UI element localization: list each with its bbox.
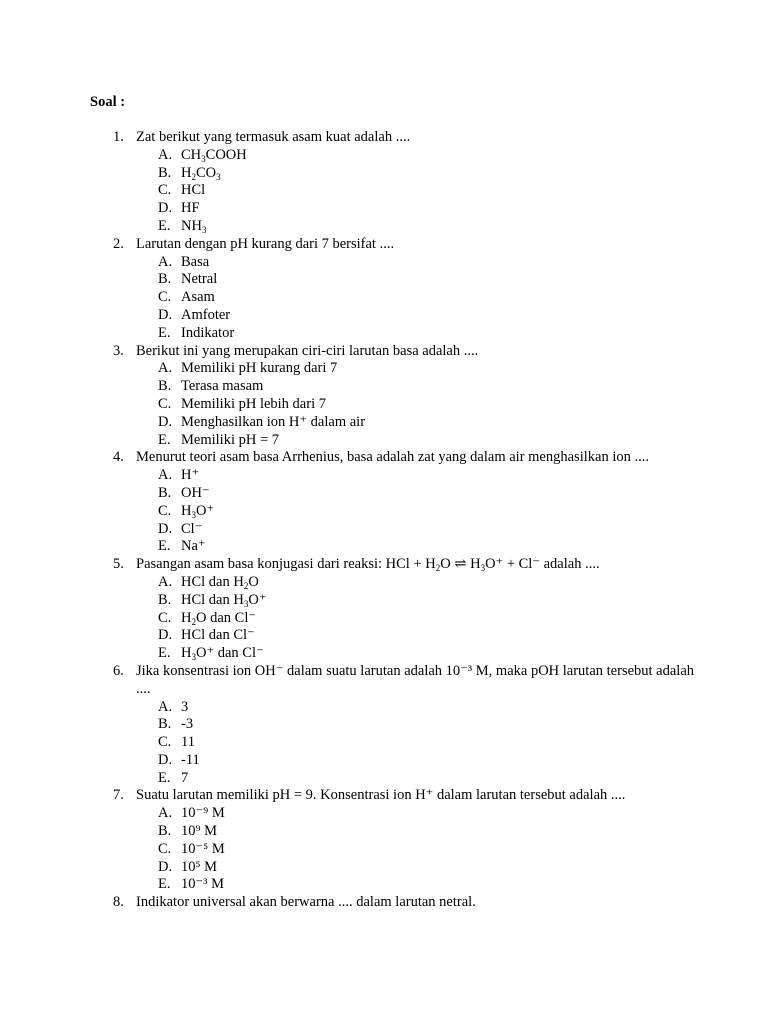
answer-option bbox=[0, 432, 768, 450]
option-text: 10⁹ M bbox=[181, 823, 218, 840]
answer-option bbox=[0, 467, 768, 485]
answer-option bbox=[0, 734, 768, 752]
question-item bbox=[0, 556, 768, 663]
question-item bbox=[0, 894, 768, 912]
option-letter: E. bbox=[158, 538, 171, 555]
option-text: $H_3O^+$ dan Cl⁻ bbox=[181, 645, 264, 663]
option-text: 10⁻⁵ M bbox=[181, 840, 225, 857]
answer-option bbox=[0, 770, 768, 788]
option-letter: B. bbox=[158, 484, 172, 501]
option-letter: D. bbox=[158, 413, 173, 430]
answer-option bbox=[0, 859, 768, 877]
option-letter: A. bbox=[158, 698, 173, 715]
option-text: Terasa masam bbox=[181, 378, 264, 395]
option-text: Netral bbox=[181, 271, 218, 288]
option-letter: A. bbox=[158, 805, 173, 822]
option-text: HCl bbox=[181, 182, 206, 199]
option-text: 10⁻⁹ M bbox=[181, 805, 225, 822]
option-text: Cl⁻ bbox=[181, 520, 203, 537]
answer-option bbox=[0, 254, 768, 272]
answer-option bbox=[0, 414, 768, 432]
answer-option bbox=[0, 200, 768, 218]
answer-option bbox=[0, 307, 768, 325]
question-text: Suatu larutan memiliki pH = 9. Konsentrasi ion H⁺ dalam larutan tersebut adalah .... bbox=[136, 787, 626, 804]
option-letter: B. bbox=[158, 823, 172, 840]
option-letter: E. bbox=[158, 217, 171, 234]
option-text: 3 bbox=[181, 698, 189, 715]
answer-option bbox=[0, 289, 768, 307]
option-text: Memiliki pH kurang dari 7 bbox=[181, 360, 338, 377]
option-list bbox=[136, 254, 768, 343]
question-number: 7. bbox=[113, 787, 124, 804]
question-list bbox=[0, 129, 768, 912]
question-number: 3. bbox=[113, 342, 124, 359]
question-number: 2. bbox=[113, 235, 124, 252]
option-text: Asam bbox=[181, 289, 215, 306]
option-text: Basa bbox=[181, 253, 210, 270]
answer-option bbox=[0, 805, 768, 823]
option-text: Na⁺ bbox=[181, 538, 206, 555]
option-list bbox=[136, 699, 768, 788]
option-letter: E. bbox=[158, 876, 171, 893]
option-letter: B. bbox=[158, 271, 172, 288]
option-list bbox=[136, 805, 768, 894]
option-letter: C. bbox=[158, 609, 172, 626]
answer-option bbox=[0, 823, 768, 841]
subscript: 3 bbox=[191, 509, 196, 520]
answer-option bbox=[0, 699, 768, 717]
answer-option bbox=[0, 218, 768, 236]
answer-option bbox=[0, 503, 768, 521]
option-text: HF bbox=[181, 200, 200, 217]
subscript: 3 bbox=[243, 598, 249, 609]
answer-option bbox=[0, 752, 768, 770]
subscript: 3 bbox=[480, 563, 486, 574]
option-letter: E. bbox=[158, 645, 171, 662]
answer-option bbox=[0, 627, 768, 645]
option-letter: D. bbox=[158, 858, 173, 875]
question-text: Menurut teori asam basa Arrhenius, basa adalah zat yang dalam air menghasilkan ion .... bbox=[136, 449, 649, 466]
option-text: $CH_3COOH$ bbox=[181, 146, 247, 164]
question-text: Jika konsentrasi ion OH⁻ dalam suatu larutan adalah 10⁻³ M, maka pOH larutan tersebut adalah .... bbox=[136, 662, 695, 697]
question-item bbox=[0, 129, 768, 236]
option-text: OH⁻ bbox=[181, 484, 210, 501]
option-list bbox=[136, 360, 768, 449]
option-text: -3 bbox=[181, 716, 194, 733]
option-letter: E. bbox=[158, 769, 171, 786]
option-letter: A. bbox=[158, 573, 173, 590]
option-letter: A. bbox=[158, 467, 173, 484]
option-text: 7 bbox=[181, 769, 189, 786]
option-text: 10⁵ M bbox=[181, 858, 218, 875]
question-item bbox=[0, 343, 768, 450]
option-list bbox=[136, 467, 768, 556]
option-text: -11 bbox=[181, 751, 200, 768]
question-text: Berikut ini yang merupakan ciri-ciri larutan basa adalah .... bbox=[136, 342, 479, 359]
option-letter: B. bbox=[158, 591, 172, 608]
option-letter: E. bbox=[158, 431, 171, 448]
subscript: 2 bbox=[435, 563, 441, 574]
option-letter: A. bbox=[158, 253, 173, 270]
answer-option bbox=[0, 610, 768, 628]
subscript: 3 bbox=[216, 171, 221, 182]
option-text: $H_2O$ dan Cl⁻ bbox=[181, 609, 256, 627]
option-text: $H_3O^+$ bbox=[181, 502, 215, 520]
question-item bbox=[0, 663, 768, 788]
answer-option bbox=[0, 325, 768, 343]
option-text: Indikator bbox=[181, 324, 235, 341]
answer-option bbox=[0, 538, 768, 556]
question-item bbox=[0, 787, 768, 894]
option-list bbox=[136, 574, 768, 663]
answer-option bbox=[0, 378, 768, 396]
option-letter: C. bbox=[158, 502, 172, 519]
option-letter: D. bbox=[158, 627, 173, 644]
option-text: $H_2CO_3$ bbox=[181, 164, 221, 182]
option-letter: D. bbox=[158, 200, 173, 217]
option-letter: C. bbox=[158, 840, 172, 857]
answer-option bbox=[0, 396, 768, 414]
option-letter: C. bbox=[158, 182, 172, 199]
option-text: 11 bbox=[181, 734, 195, 751]
question-text: Larutan dengan pH kurang dari 7 bersifat .... bbox=[136, 235, 395, 252]
option-text: Amfoter bbox=[181, 306, 231, 323]
question-text: Indikator universal akan berwarna .... dalam larutan netral. bbox=[136, 894, 476, 911]
option-text: HCl dan $H_2O$ bbox=[181, 573, 259, 591]
subscript: 3 bbox=[201, 153, 206, 164]
answer-option bbox=[0, 574, 768, 592]
answer-option bbox=[0, 147, 768, 165]
question-text: Zat berikut yang termasuk asam kuat adalah .... bbox=[136, 129, 411, 145]
subscript: 2 bbox=[191, 171, 196, 182]
subscript: 2 bbox=[243, 580, 249, 591]
option-letter: C. bbox=[158, 395, 172, 412]
option-letter: B. bbox=[158, 164, 172, 181]
question-number: 1. bbox=[113, 129, 124, 145]
subscript: 3 bbox=[191, 652, 196, 663]
option-letter: D. bbox=[158, 751, 173, 768]
question-number: 4. bbox=[113, 449, 124, 466]
option-letter: B. bbox=[158, 716, 172, 733]
option-text: H⁺ bbox=[181, 467, 200, 484]
option-letter: D. bbox=[158, 306, 173, 323]
answer-option bbox=[0, 165, 768, 183]
heading: Soal : bbox=[90, 94, 126, 110]
answer-option bbox=[0, 716, 768, 734]
answer-option bbox=[0, 876, 768, 894]
answer-option bbox=[0, 841, 768, 859]
question-item bbox=[0, 449, 768, 556]
option-letter: C. bbox=[158, 734, 172, 751]
option-letter: C. bbox=[158, 289, 172, 306]
option-letter: D. bbox=[158, 520, 173, 537]
option-text: HCl dan Cl⁻ bbox=[181, 627, 255, 644]
option-text: HCl dan $H_3O^+$ bbox=[181, 591, 267, 609]
subscript: 3 bbox=[201, 224, 207, 235]
option-text: $NH_3$ bbox=[181, 217, 207, 235]
answer-option bbox=[0, 645, 768, 663]
option-letter: A. bbox=[158, 360, 173, 377]
answer-option bbox=[0, 521, 768, 539]
question-number: 8. bbox=[113, 894, 124, 911]
option-text: Memiliki pH = 7 bbox=[181, 431, 279, 448]
question-number: 6. bbox=[113, 662, 124, 679]
option-text: Menghasilkan ion H⁺ dalam air bbox=[181, 413, 366, 430]
option-letter: E. bbox=[158, 324, 171, 341]
option-letter: A. bbox=[158, 146, 173, 163]
answer-option bbox=[0, 592, 768, 610]
answer-option bbox=[0, 485, 768, 503]
question-text: Pasangan asam basa konjugasi dari reaksi: HCl + $H_2O$ ⇌ $H_3O^+ + Cl^-$ adalah .... bbox=[136, 556, 600, 574]
option-text: Memiliki pH lebih dari 7 bbox=[181, 395, 326, 412]
option-letter: B. bbox=[158, 378, 172, 395]
question-number: 5. bbox=[113, 556, 124, 573]
answer-option bbox=[0, 182, 768, 200]
subscript: 2 bbox=[191, 616, 196, 627]
option-text: 10⁻³ M bbox=[181, 876, 225, 893]
option-list bbox=[136, 147, 768, 236]
question-item bbox=[0, 236, 768, 343]
answer-option bbox=[0, 271, 768, 289]
answer-option bbox=[0, 360, 768, 378]
